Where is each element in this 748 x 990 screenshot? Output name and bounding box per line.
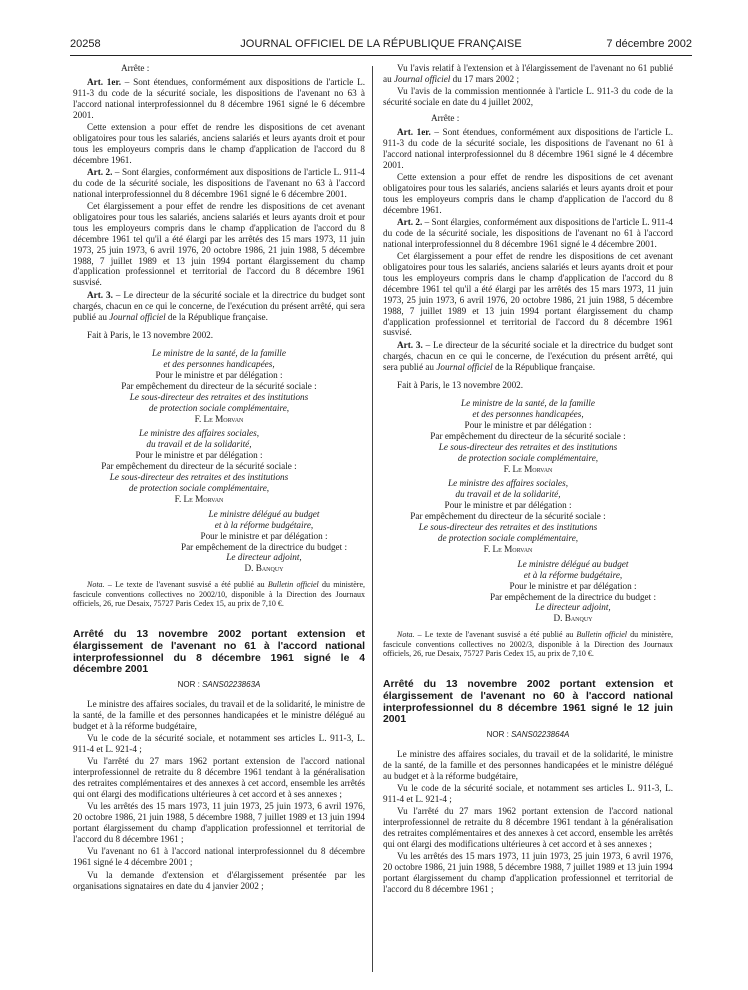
visa: Vu l'avenant no 61 à l'accord national interprofessionnel du 8 décembre 1961 signé le 4 décembre 2001 ; (73, 846, 365, 868)
sign-line: Pour le ministre et par délégation : (200, 530, 328, 541)
signatory-name: D. Banquy (244, 563, 284, 574)
signatory-name: F. Le Morvan (174, 493, 224, 504)
arrete-heading: Arrête : (431, 113, 460, 124)
sign-line: Le sous-directeur des retraites et des institutions (129, 391, 309, 402)
journal-title: JOURNAL OFFICIEL DE LA RÉPUBLIQUE FRANÇAISE (240, 38, 522, 50)
signature-block-2 (33, 428, 365, 504)
sign-line: du travail et de la solidarité, (455, 489, 561, 500)
page-header (70, 38, 692, 54)
decree-title: Arrêté du 13 novembre 2002 portant extension et élargissement de l'avenant no 60 à l'accord national interprofessionnel du 8 décembre 1961 signé le 12 juin 2001 (383, 679, 673, 726)
left-column (73, 63, 365, 893)
nor-label: NOR : (177, 680, 203, 690)
sign-line: Pour le ministre et par délégation : (135, 450, 263, 461)
page-number: 20258 (70, 38, 101, 50)
sign-line: Par empêchement de la directrice du budget : (180, 541, 348, 552)
sign-line: Le ministre des affaires sociales, (138, 428, 260, 439)
nota-label: Nota. (397, 630, 415, 640)
fait-a-paris: Fait à Paris, le 13 novembre 2002. (397, 379, 524, 390)
sign-line: Le directeur adjoint, (226, 552, 302, 563)
sign-line: et des personnes handicapées, (472, 409, 584, 420)
article-label: Art. 1er. (87, 76, 122, 87)
article-label: Art. 3. (397, 339, 423, 350)
bulletin-ref: Bulletin officiel (267, 580, 319, 590)
sign-line: Pour le ministre et par délégation : (155, 369, 283, 380)
nota (73, 580, 365, 609)
signatory-name: F. Le Morvan (194, 413, 244, 424)
sign-line: et à la réforme budgétaire, (523, 569, 623, 580)
sign-line: de protection sociale complémentaire, (128, 482, 270, 493)
sign-line: Par empêchement du directeur de la sécurité sociale : (410, 511, 606, 522)
article-label: Art. 3. (87, 289, 113, 300)
nota-label: Nota. (87, 580, 105, 590)
visa: Vu le code de la sécurité sociale, et notamment ses articles L. 911-3, L. 911-4 et L. 921-4 ; (73, 733, 365, 755)
visa: Vu les arrêtés des 15 mars 1973, 11 juin 1973, 25 juin 1973, 6 avril 1976, 20 octobre 1986, 21 juin 1988, 5 décembre 1988, 7 juillet 1989 et 13 juin 1994 portant élargissement du champ d'application professionnel et territorial de l'accord du 8 décembre 1961 ; (73, 801, 365, 845)
sign-line: Le ministre délégué au budget (208, 508, 320, 519)
sign-line: Le ministre délégué au budget (517, 558, 629, 569)
article-label: Art. 2. (397, 216, 423, 227)
visa (383, 63, 673, 85)
sign-line: Par empêchement du directeur de la sécurité sociale : (430, 430, 626, 441)
article-1-p2: Cette extension a pour effet de rendre les dispositions de cet avenant obligatoires pour tous les salariés, anciens salariés et leurs ayants droit et pour tous les employeurs compris dans le champ d'application de l'accord du 8 décembre 1961. (73, 121, 365, 165)
signature-block-3 (163, 509, 365, 574)
article-text: – Sont élargies, conformément aux dispositions de l'article L. 911-4 du code de la sécurité sociale, les dispositions de l'avenant no 61 à l'accord national interprofessionnel du 8 décembre 1961 signé le 4 décembre 2001. (383, 216, 673, 249)
journal-ref: Journal officiel (393, 73, 451, 84)
visa: Vu le code de la sécurité sociale, et notamment ses articles L. 911-3, L. 911-4 et L. 921-4 ; (383, 783, 673, 805)
sign-line: Le sous-directeur des retraites et des institutions (438, 441, 618, 452)
journal-ref: Journal officiel (109, 311, 166, 322)
bulletin-ref: Bulletin officiel (576, 630, 628, 640)
signatory-name: D. Banquy (553, 613, 593, 624)
visa: Vu les arrêtés des 15 mars 1973, 11 juin 1973, 25 juin 1973, 6 avril 1976, 20 octobre 1986, 21 juin 1988, 5 décembre 1988, 7 juillet 1989 et 13 juin 1994 portant élargissement du champ d'application professionnel et territorial de l'accord du 8 décembre 1961 ; (383, 851, 673, 895)
visa-text: du 17 mars 2002 ; (450, 73, 520, 84)
article-text: – Le directeur de la sécurité sociale et la directrice du budget sont chargés, chacun en ce qui le concerne, de l'exécution du présent arrêté, qui sera publié au (73, 289, 365, 322)
sign-line: de protection sociale complémentaire, (457, 452, 599, 463)
article-1-p2: Cette extension a pour effet de rendre les dispositions de cet avenant obligatoires pour tous les salariés, anciens salariés et leurs ayants droit et pour tous les employeurs compris dans le champ d'application de l'accord du 8 décembre 1961. (383, 171, 673, 215)
signature-block-1 (73, 348, 365, 424)
signatory-name: F. Le Morvan (483, 543, 533, 554)
article-text: de la République française. (165, 311, 268, 322)
article-3 (73, 290, 365, 323)
fait-a-paris: Fait à Paris, le 13 novembre 2002. (87, 329, 214, 340)
article-text: – Le directeur de la sécurité sociale et la directrice du budget sont chargés, chacun en ce qui le concerne, de l'exécution du présent arrêté, qui sera publié au (383, 339, 673, 372)
preamble: Le ministre des affaires sociales, du travail et de la solidarité, le ministre de la santé, de la famille et des personnes handicapées et le ministre délégué au budget et à la réforme budgétaire, (383, 749, 673, 781)
arrete-heading: Arrête : (121, 63, 150, 73)
article-label: Art. 2. (87, 166, 113, 177)
nor-label: NOR : (486, 730, 512, 740)
article-2 (73, 167, 365, 200)
nota-text: – Le texte de l'avenant susvisé a été publié au (104, 580, 268, 590)
sign-line: Le sous-directeur des retraites et des institutions (418, 522, 598, 533)
nor-code: SANS0223864A (511, 730, 570, 740)
sign-line: Le ministre des affaires sociales, (447, 478, 569, 489)
nota (383, 630, 673, 659)
journal-ref: Journal officiel (436, 361, 493, 372)
decree-title: Arrêté du 13 novembre 2002 portant extension et élargissement de l'avenant no 61 à l'accord national interprofessionnel du 8 décembre 1961 signé le 4 décembre 2001 (73, 629, 365, 676)
sign-line: du travail et de la solidarité, (146, 439, 252, 450)
visa: Vu l'avis de la commission mentionnée à l'article L. 911-3 du code de la sécurité sociale en date du 4 juillet 2002, (383, 86, 673, 108)
right-column (383, 63, 673, 896)
visa: Vu l'arrêté du 27 mars 1962 portant extension de l'accord national interprofessionnel de retraite du 8 décembre 1961 tendant à la généralisation des retraites complémentaires et des annexes à cet accord, ensemble les arrêtés qui ont élargi des modifications ultérieures à cet accord et à ses annexes ; (73, 756, 365, 800)
sign-line: Pour le ministre et par délégation : (509, 580, 637, 591)
nor-reference (383, 730, 673, 741)
sign-line: Le sous-directeur des retraites et des institutions (109, 472, 289, 483)
sign-line: de protection sociale complémentaire, (148, 402, 290, 413)
sign-line: Par empêchement du directeur de la sécurité sociale : (121, 380, 317, 391)
sign-line: Par empêchement du directeur de la sécurité sociale : (101, 461, 297, 472)
signatory-name: F. Le Morvan (503, 463, 553, 474)
article-1 (73, 77, 365, 121)
article-text: – Sont étendues, conformément aux dispositions de l'article L. 911-3 du code de la sécurité sociale, les dispositions de l'avenant no 61 à l'accord national interprofessionnel du 8 décembre 1961 signé le 4 décembre 2001. (383, 126, 673, 170)
sign-line: Pour le ministre et par délégation : (464, 419, 592, 430)
header-rule (70, 55, 692, 56)
nota-text: du ministère, fascicule conventions collectives no 2002/3, disponible à la Direction des Journaux officiels, 26, rue Desaix, 75727 Paris Cedex 15, au prix de 7,10 €. (383, 630, 673, 659)
article-2 (383, 217, 673, 250)
issue-date: 7 décembre 2002 (606, 38, 692, 50)
article-text: – Sont élargies, conformément aux dispositions de l'article L. 911-4 du code de la sécurité sociale, les dispositions de l'avenant no 63 à l'accord national interprofessionnel du 8 décembre 1961 signé le 6 décembre 2001. (73, 166, 366, 199)
nor-code: SANS0223863A (202, 680, 261, 690)
sign-line: Par empêchement de la directrice du budget : (489, 591, 657, 602)
article-text: de la République française. (492, 361, 596, 372)
visa-text: Vu l'avis relatif à l'extension et à l'élargissement de l'avenant no 61 publié au (383, 63, 673, 84)
article-3 (383, 340, 673, 373)
sign-line: Le ministre de la santé, de la famille (152, 348, 286, 359)
signature-block-1 (383, 398, 673, 474)
visa: Vu l'arrêté du 27 mars 1962 portant extension de l'accord national interprofessionnel de retraite du 8 décembre 1961 tendant à la généralisation des retraites complémentaires et des annexes à cet accord, ensemble les arrêtés qui ont élargi des modifications ultérieures à cet accord et à ses annexes ; (383, 806, 673, 850)
nota-text: – Le texte de l'avenant susvisé a été publié au (414, 630, 577, 640)
sign-line: Pour le ministre et par délégation : (444, 500, 572, 511)
signature-block-2 (343, 478, 673, 554)
article-1 (383, 127, 673, 171)
article-2-p2: Cet élargissement a pour effet de rendre les dispositions de cet avenant obligatoires pour tous les salariés, anciens salariés et leurs ayants droit et pour tous les employeurs compris dans le champ d'application de l'accord du 8 décembre 1961 tel qu'il a été élargi par les arrêtés des 15 mars 1973, 11 juin 1973, 25 juin 1973, 6 avril 1976, 20 octobre 1986, 21 juin 1988, 5 décembre 1988, 7 juillet 1989 et 13 juin 1994 portant élargissement du champ d'application professionnel et territorial de l'accord du 8 décembre 1961 susvisé. (73, 201, 365, 288)
visa: Vu la demande d'extension et d'élargissement présentée par les organisations signataires en date du 4 janvier 2002 ; (73, 869, 365, 891)
sign-line: Le ministre de la santé, de la famille (461, 398, 595, 409)
nota-text: du ministère, fascicule conventions collectives no 2002/10, disponible à la Direction des Journaux officiels, 26, rue Desaix, 75727 Paris Cedex 15, au prix de 7,10 €. (73, 580, 365, 609)
sign-line: Le directeur adjoint, (535, 602, 611, 613)
nor-reference (73, 680, 365, 691)
article-label: Art. 1er. (397, 126, 431, 137)
article-text: – Sont étendues, conformément aux dispositions de l'article L. 911-3 du code de la sécurité sociale, les dispositions de l'avenant no 63 à l'accord national interprofessionnel du 8 décembre 1961 signé le 6 décembre 2001. (73, 76, 365, 120)
sign-line: et des personnes handicapées, (163, 359, 275, 369)
sign-line: et à la réforme budgétaire, (214, 519, 314, 530)
article-2-p2: Cet élargissement a pour effet de rendre les dispositions de cet avenant obligatoires pour tous les salariés, anciens salariés et leurs ayants droit et pour tous les employeurs compris dans le champ d'application de l'accord du 8 décembre 1961 tel qu'il a été élargi par les arrêtés des 15 mars 1973, 11 juin 1973, 25 juin 1973, 6 avril 1976, 20 octobre 1986, 21 juin 1988, 5 décembre 1988, 7 juillet 1989 et 13 juin 1994 portant élargissement du champ d'application professionnel et territorial de l'accord du 8 décembre 1961 susvisé. (383, 251, 673, 338)
preamble: Le ministre des affaires sociales, du travail et de la solidarité, le ministre de la santé, de la famille et des personnes handicapées et le ministre délégué au budget et à la réforme budgétaire, (73, 699, 365, 731)
sign-line: de protection sociale complémentaire, (437, 532, 579, 543)
signature-block-3 (473, 559, 673, 624)
